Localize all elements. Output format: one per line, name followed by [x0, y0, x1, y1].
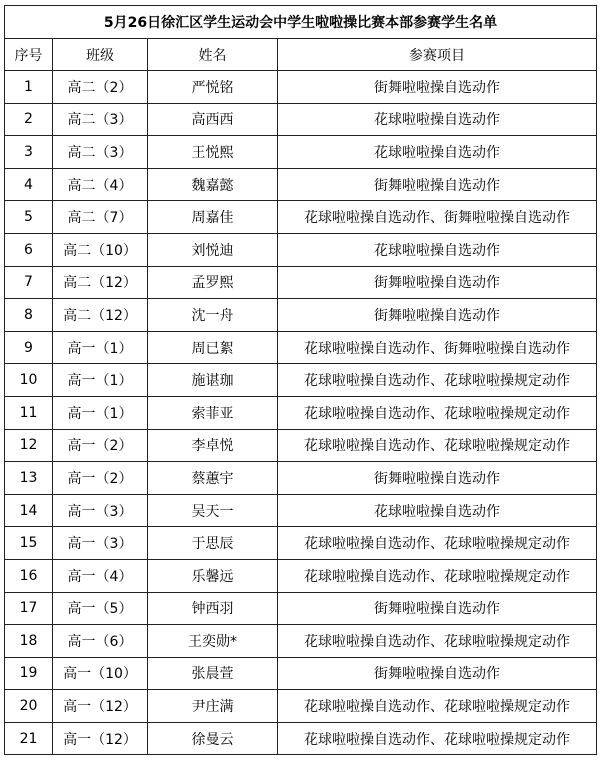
- cell-class: 高一（5）: [53, 592, 148, 625]
- cell-index: 17: [5, 592, 53, 625]
- table-row: [5, 657, 597, 690]
- cell-class: 高二（4）: [53, 168, 148, 201]
- cell-name: 施谌珈: [148, 364, 278, 397]
- cell-class: 高一（3）: [53, 494, 148, 527]
- cell-name: 乐馨远: [148, 559, 278, 592]
- table-row: [5, 396, 597, 429]
- cell-class: 高一（2）: [53, 429, 148, 462]
- table-row: [5, 233, 597, 266]
- cell-event: 花球啦啦操自选动作、花球啦啦操规定动作: [278, 722, 597, 755]
- cell-class: 高二（7）: [53, 201, 148, 234]
- cell-class: 高一（1）: [53, 396, 148, 429]
- table-row: [5, 103, 597, 136]
- cell-event: 花球啦啦操自选动作、花球啦啦操规定动作: [278, 625, 597, 658]
- table-row: [5, 494, 597, 527]
- cell-class: 高一（3）: [53, 527, 148, 560]
- cell-name: 钟西羽: [148, 592, 278, 625]
- cell-name: 蔡蕙宇: [148, 462, 278, 495]
- cell-index: 1: [5, 71, 53, 104]
- cell-index: 12: [5, 429, 53, 462]
- table-row: [5, 201, 597, 234]
- table-row: [5, 625, 597, 658]
- table-row: [5, 527, 597, 560]
- cell-event: 花球啦啦操自选动作、花球啦啦操规定动作: [278, 396, 597, 429]
- cell-index: 4: [5, 168, 53, 201]
- cell-class: 高二（3）: [53, 103, 148, 136]
- cell-class: 高二（2）: [53, 71, 148, 104]
- header-row: [5, 39, 597, 71]
- cell-event: 街舞啦啦操自选动作: [278, 657, 597, 690]
- cell-name: 徐曼云: [148, 722, 278, 755]
- table-row: [5, 722, 597, 755]
- cell-event: 花球啦啦操自选动作: [278, 136, 597, 169]
- cell-index: 18: [5, 625, 53, 658]
- cell-name: 索菲亚: [148, 396, 278, 429]
- table-row: [5, 266, 597, 299]
- table-row: [5, 331, 597, 364]
- table-row: [5, 136, 597, 169]
- cell-name: 吴天一: [148, 494, 278, 527]
- cell-name: 魏嘉懿: [148, 168, 278, 201]
- title-row: [5, 6, 597, 39]
- cell-name: 高西西: [148, 103, 278, 136]
- cell-class: 高一（6）: [53, 625, 148, 658]
- cell-event: 街舞啦啦操自选动作: [278, 592, 597, 625]
- cell-index: 10: [5, 364, 53, 397]
- cell-name: 王奕勋*: [148, 625, 278, 658]
- cell-class: 高一（10）: [53, 657, 148, 690]
- cell-event: 花球啦啦操自选动作、街舞啦啦操自选动作: [278, 331, 597, 364]
- cell-name: 于思辰: [148, 527, 278, 560]
- table-row: [5, 71, 597, 104]
- cell-name: 刘悦迪: [148, 233, 278, 266]
- cell-class: 高二（3）: [53, 136, 148, 169]
- cell-class: 高二（12）: [53, 299, 148, 332]
- cell-index: 8: [5, 299, 53, 332]
- participant-list-sheet: [4, 5, 596, 755]
- cell-index: 5: [5, 201, 53, 234]
- table-body: [5, 71, 597, 755]
- header-class: 班级: [53, 39, 148, 71]
- cell-name: 尹庄满: [148, 690, 278, 723]
- header-name: 姓名: [148, 39, 278, 71]
- table-row: [5, 690, 597, 723]
- cell-name: 严悦铭: [148, 71, 278, 104]
- cell-event: 花球啦啦操自选动作、街舞啦啦操自选动作: [278, 201, 597, 234]
- cell-index: 19: [5, 657, 53, 690]
- header-index: 序号: [5, 39, 53, 71]
- cell-index: 9: [5, 331, 53, 364]
- table-row: [5, 559, 597, 592]
- cell-index: 7: [5, 266, 53, 299]
- cell-event: 街舞啦啦操自选动作: [278, 299, 597, 332]
- cell-name: 张晨萱: [148, 657, 278, 690]
- cell-class: 高一（12）: [53, 690, 148, 723]
- cell-event: 街舞啦啦操自选动作: [278, 71, 597, 104]
- cell-event: 花球啦啦操自选动作、花球啦啦操规定动作: [278, 690, 597, 723]
- cell-event: 花球啦啦操自选动作: [278, 494, 597, 527]
- table-row: [5, 168, 597, 201]
- cell-class: 高一（1）: [53, 331, 148, 364]
- cell-name: 李卓悦: [148, 429, 278, 462]
- cell-name: 孟罗熙: [148, 266, 278, 299]
- cell-class: 高一（4）: [53, 559, 148, 592]
- cell-event: 花球啦啦操自选动作、花球啦啦操规定动作: [278, 527, 597, 560]
- cell-index: 2: [5, 103, 53, 136]
- cell-name: 周已絮: [148, 331, 278, 364]
- header-event: 参赛项目: [278, 39, 597, 71]
- table-row: [5, 364, 597, 397]
- cell-index: 15: [5, 527, 53, 560]
- table-title: 5月26日徐汇区学生运动会中学生啦啦操比赛本部参赛学生名单: [5, 6, 597, 39]
- cell-class: 高二（10）: [53, 233, 148, 266]
- cell-event: 街舞啦啦操自选动作: [278, 168, 597, 201]
- table-row: [5, 592, 597, 625]
- table-row: [5, 429, 597, 462]
- cell-index: 3: [5, 136, 53, 169]
- cell-event: 花球啦啦操自选动作、花球啦啦操规定动作: [278, 364, 597, 397]
- cell-class: 高二（12）: [53, 266, 148, 299]
- cell-class: 高一（12）: [53, 722, 148, 755]
- cell-class: 高一（2）: [53, 462, 148, 495]
- cell-index: 6: [5, 233, 53, 266]
- cell-event: 花球啦啦操自选动作: [278, 103, 597, 136]
- cell-event: 花球啦啦操自选动作、花球啦啦操规定动作: [278, 559, 597, 592]
- cell-index: 16: [5, 559, 53, 592]
- cell-event: 街舞啦啦操自选动作: [278, 462, 597, 495]
- cell-class: 高一（1）: [53, 364, 148, 397]
- cell-name: 王悦熙: [148, 136, 278, 169]
- cell-index: 13: [5, 462, 53, 495]
- table-row: [5, 299, 597, 332]
- cell-index: 11: [5, 396, 53, 429]
- cell-index: 14: [5, 494, 53, 527]
- participant-table: [4, 5, 597, 755]
- cell-index: 21: [5, 722, 53, 755]
- cell-event: 街舞啦啦操自选动作: [278, 266, 597, 299]
- cell-event: 花球啦啦操自选动作、花球啦啦操规定动作: [278, 429, 597, 462]
- cell-event: 花球啦啦操自选动作: [278, 233, 597, 266]
- cell-name: 周嘉佳: [148, 201, 278, 234]
- cell-index: 20: [5, 690, 53, 723]
- table-row: [5, 462, 597, 495]
- cell-name: 沈一舟: [148, 299, 278, 332]
